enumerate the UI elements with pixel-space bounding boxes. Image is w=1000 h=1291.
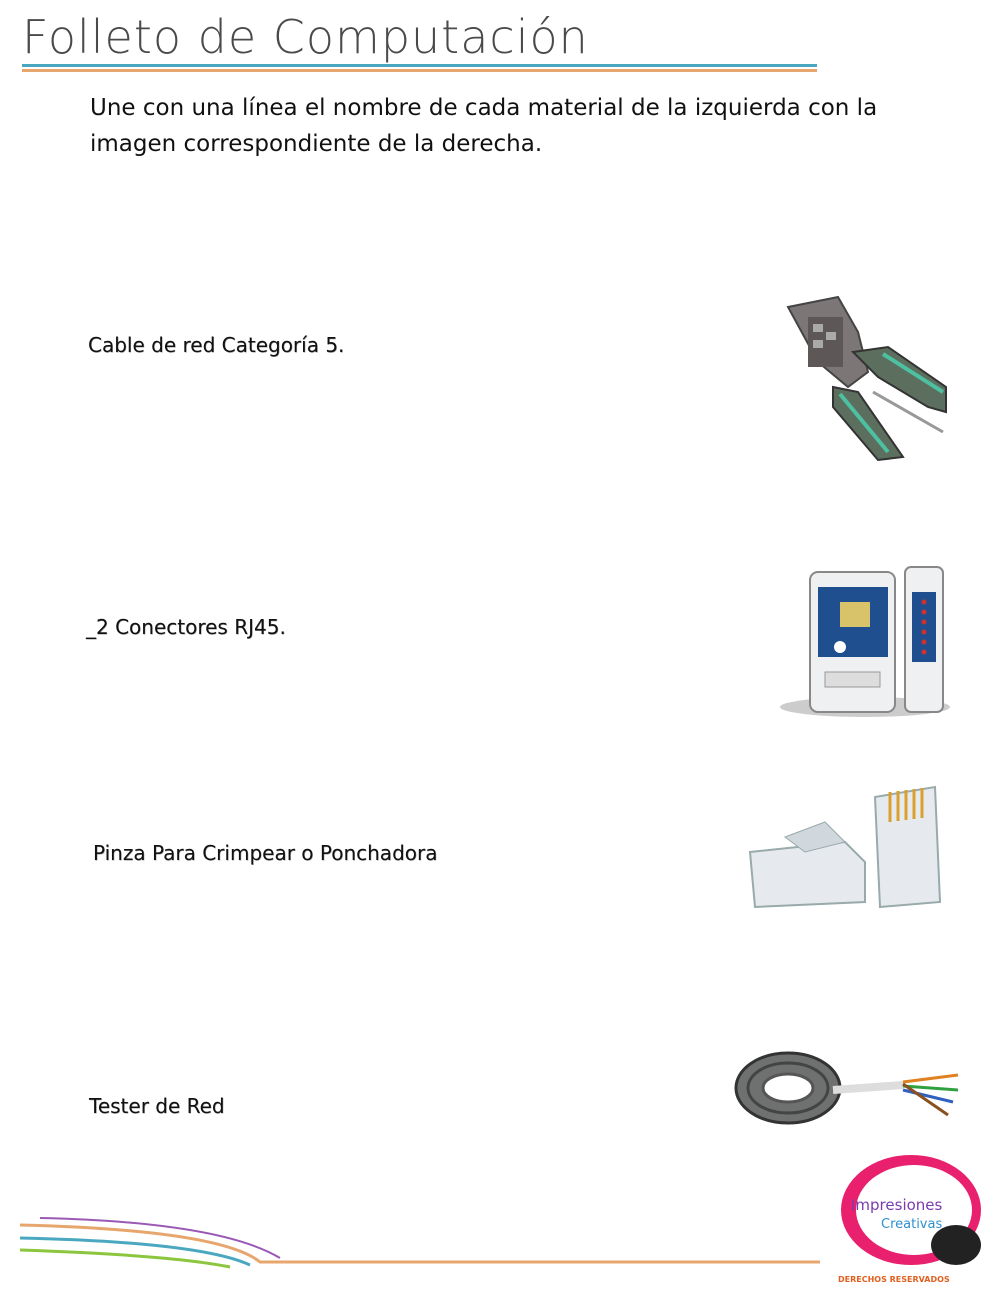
brand-logo (836, 1150, 986, 1285)
item-label-cable[interactable]: Cable de red Categoría 5. (88, 333, 345, 357)
crimping-tool-icon[interactable] (778, 292, 948, 462)
item-label-crimper[interactable]: Pinza Para Crimpear o Ponchadora (93, 841, 438, 865)
logo-text-1: Impresiones (851, 1196, 943, 1214)
header-divider (22, 64, 817, 78)
page-title (22, 10, 589, 64)
title-part-2: Computación (272, 10, 589, 64)
rj45-connectors-icon[interactable] (745, 782, 945, 912)
title-part-1: Folleto de (22, 10, 273, 64)
instructions-text: Une con una línea el nombre de cada material de la izquierda con la imagen correspondiente de la derecha. (90, 95, 878, 157)
item-label-connectors[interactable]: _2 Conectores RJ45. (86, 615, 286, 639)
footer-divider (20, 1210, 820, 1270)
logo-caption: DERECHOS RESERVADOS (838, 1275, 950, 1284)
network-tester-icon[interactable] (780, 562, 950, 722)
item-label-tester[interactable]: Tester de Red (89, 1094, 225, 1118)
logo-text-2: Creativas (881, 1217, 943, 1232)
network-cable-icon[interactable] (733, 1040, 963, 1140)
